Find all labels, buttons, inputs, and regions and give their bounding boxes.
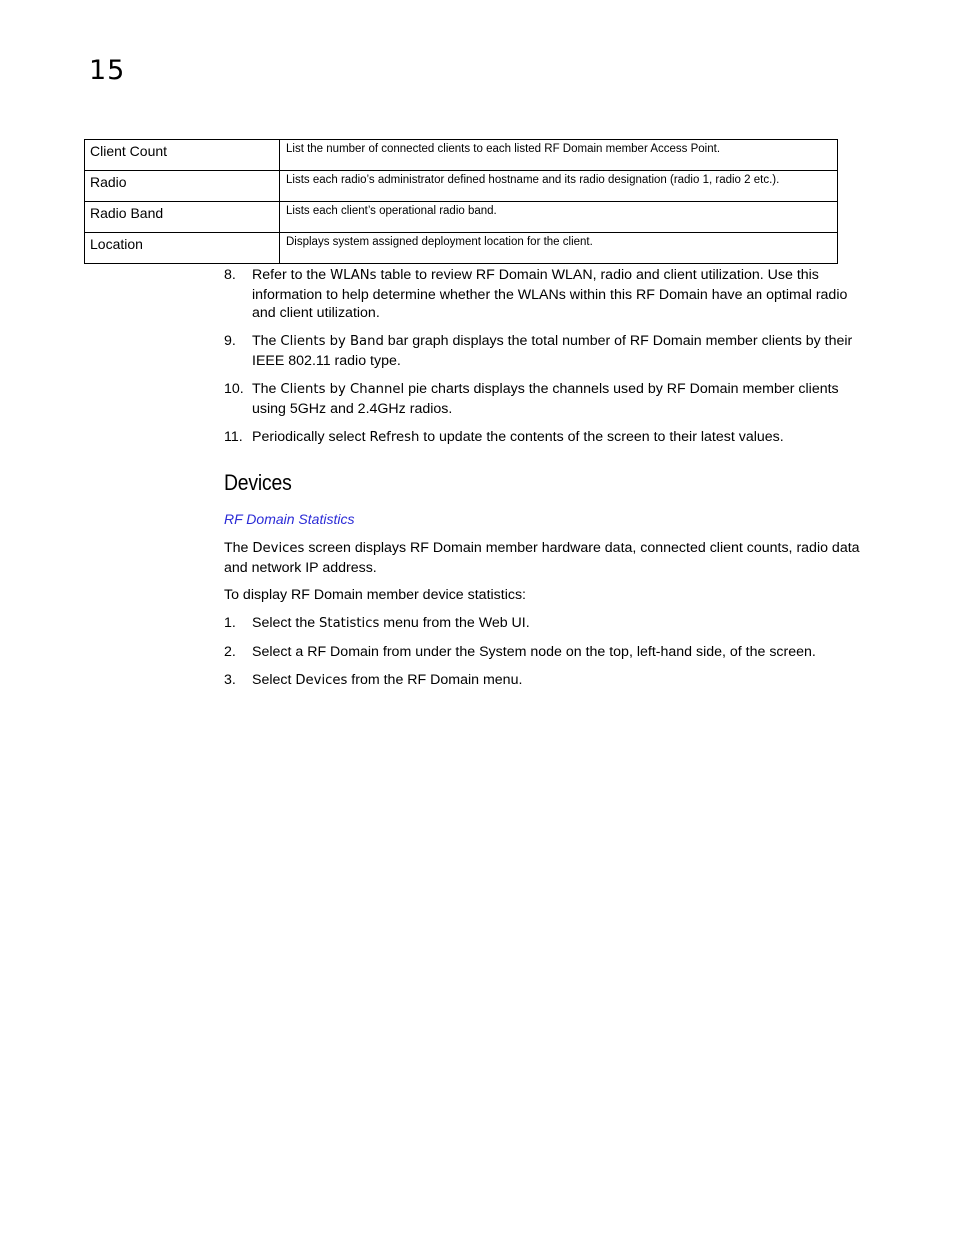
list-item [224,643,874,662]
step-text [252,332,874,370]
step-text-post: menu from the Web UI. [379,615,530,631]
table-row [85,171,838,202]
step-number: 9. [224,333,236,350]
step-text [252,428,874,448]
step-number: 3. [224,672,236,689]
step-number: 1. [224,615,236,631]
step-text-pre: The [252,333,281,350]
step-text-pre: Select a RF Domain from under the System node on the top, left-hand side, of the screen. [252,644,816,661]
step-text [252,671,874,691]
table-term: Radio Band [85,202,280,233]
table-description: Lists each client’s operational radio band. [280,202,838,233]
step-text [252,643,874,662]
chapter-number: 15 [89,55,126,86]
step-number: 10. [224,380,244,397]
table-row [85,140,838,171]
section-intro [224,539,864,577]
step-text-pre: Periodically select [252,428,370,445]
list-item [224,671,874,691]
table-row [85,233,838,264]
step-text-post: bar graph displays the total number of RF Domain member clients by their IEEE 802.11 radio type. [252,333,853,369]
table-description: Displays system assigned deployment location for the client. [280,233,838,264]
ui-element-name: WLANs [330,268,377,283]
table-term: Client Count [85,140,280,171]
procedure-steps-continued [224,266,874,457]
step-text-post: pie charts displays the channels used by RF Domain member clients using 5GHz and 2.4GHz radios. [252,380,839,417]
step-text-post: to update the contents of the screen to their latest values. [419,428,784,445]
ui-element-name: Devices [295,673,348,689]
step-text-post: from the RF Domain menu. [347,672,523,689]
step-text-pre: The [252,380,281,397]
list-item [224,266,874,323]
table-description: Lists each radio’s administrator defined hostname and its radio designation (radio 1, radio 2 etc.). [280,171,838,202]
step-text [252,266,874,323]
list-item [224,614,874,634]
list-item [224,332,874,370]
ui-element-name: Statistics [319,616,380,631]
step-text [252,614,874,634]
step-number: 2. [224,644,236,661]
table-term: Radio [85,171,280,202]
step-text-pre: Select the [252,615,320,631]
step-text-pre: Refer to the [252,267,331,283]
step-number: 8. [224,267,236,283]
intro-post: screen displays RF Domain member hardware data, connected client counts, radio data and network IP address. [224,540,860,576]
ui-element-name: Clients by Channel [280,381,405,397]
ui-element-name: Clients by Band [280,334,384,350]
table-description: List the number of connected clients to each listed RF Domain member Access Point. [280,140,838,171]
section-heading: Devices [224,470,292,495]
field-definition-table [84,139,838,264]
ui-element-name: Refresh [369,429,420,445]
list-item [224,380,874,418]
step-text [252,380,874,418]
table-term: Location [85,233,280,264]
step-text-post: table to review RF Domain WLAN, radio and client utilization. Use this information to help determine whether the WLANs within this RF Domain have an optimal radio and client utilization. [252,267,848,322]
ui-element-name: Devices [252,541,305,556]
cross-reference-link[interactable]: RF Domain Statistics [224,511,355,527]
intro-pre: The [224,540,253,556]
list-item [224,428,874,448]
step-number: 11. [224,428,243,445]
table-row [85,202,838,233]
step-text-pre: Select [252,672,296,689]
procedure-lead: To display RF Domain member device statistics: [224,587,526,603]
procedure-steps [224,614,874,700]
